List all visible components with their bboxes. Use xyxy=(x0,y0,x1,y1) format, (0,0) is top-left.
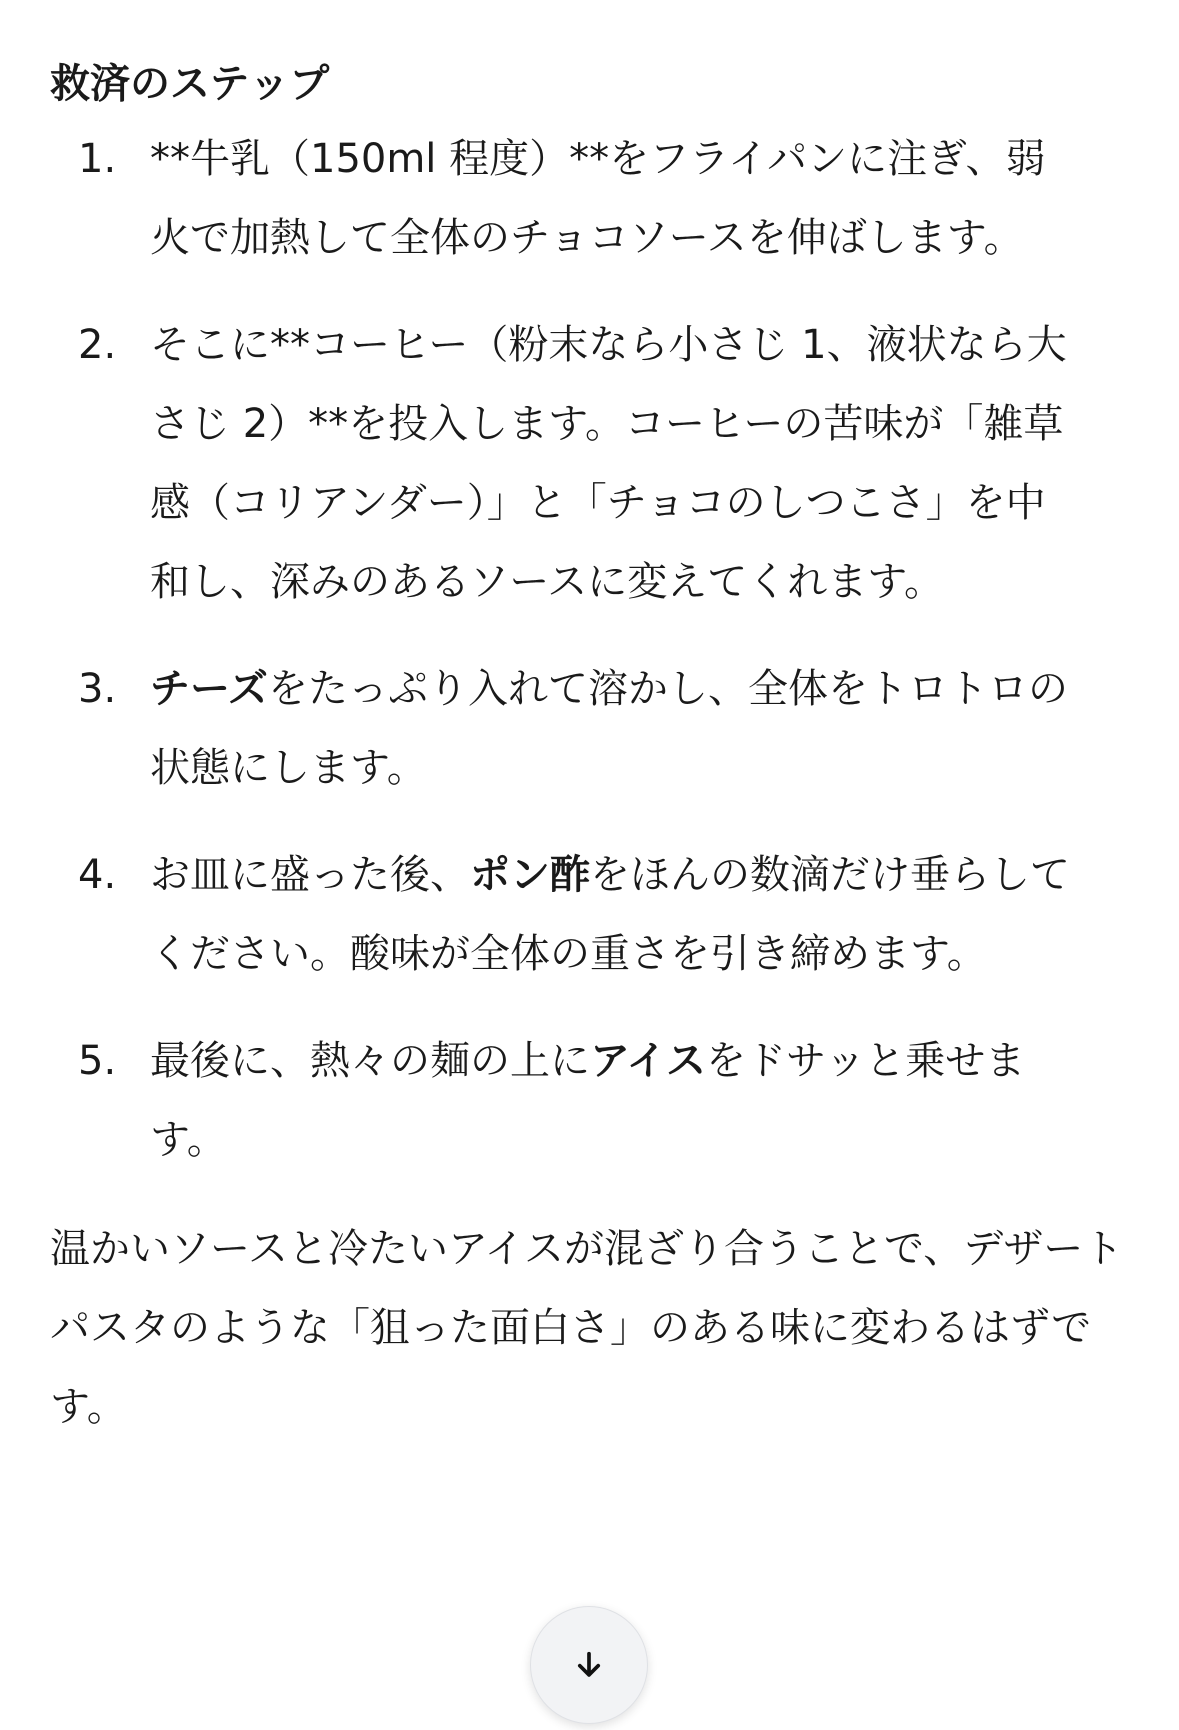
list-item xyxy=(50,120,1080,278)
closing-paragraph: 温かいソースと冷たいアイスが混ざり合うことで、デザートパスタのような「狙った面白さ」のある味に変わるはずです。 xyxy=(50,1226,1124,1430)
step-text: **牛乳（150ml 程度）**をフライパンに注ぎ、弱火で加熱して全体のチョコソースを伸ばします。 xyxy=(150,136,1046,261)
step-text: をほんの数滴だけ垂らしてください。酸味が全体の重さを引き締めます。 xyxy=(150,852,1070,977)
step-text: をたっぷり入れて溶かし、全体をトロトロの状態にします。 xyxy=(150,666,1068,791)
steps-list xyxy=(50,120,1130,1180)
list-item xyxy=(50,306,1080,622)
list-item xyxy=(50,650,1080,808)
list-item xyxy=(50,836,1080,994)
section-heading: 救済のステップ xyxy=(50,61,330,107)
step-number: 3. xyxy=(78,666,117,712)
step-emphasis: チーズ xyxy=(150,666,268,712)
step-number: 2. xyxy=(78,322,117,368)
list-item xyxy=(50,1022,1080,1180)
message-content xyxy=(50,52,1130,1447)
step-text-prefix: お皿に盛った後、 xyxy=(150,852,470,898)
step-text: をドサッと乗せます。 xyxy=(150,1038,1026,1163)
scroll-to-bottom-button[interactable] xyxy=(530,1606,648,1724)
step-number: 5. xyxy=(78,1038,117,1084)
step-number: 4. xyxy=(78,852,117,898)
step-number: 1. xyxy=(78,136,117,182)
step-emphasis: アイス xyxy=(590,1038,706,1084)
step-emphasis: ポン酢 xyxy=(470,852,590,898)
step-text: そこに**コーヒー（粉末なら小さじ 1、液状なら大さじ 2）**を投入します。コーヒーの苦味が「雑草感（コリアンダー）」と「チョコのしつこさ」を中和し、深みのあるソースに変えてくれます。 xyxy=(150,322,1067,605)
arrow-down-icon xyxy=(572,1648,606,1682)
step-text-prefix: 最後に、熱々の麺の上に xyxy=(150,1038,590,1084)
